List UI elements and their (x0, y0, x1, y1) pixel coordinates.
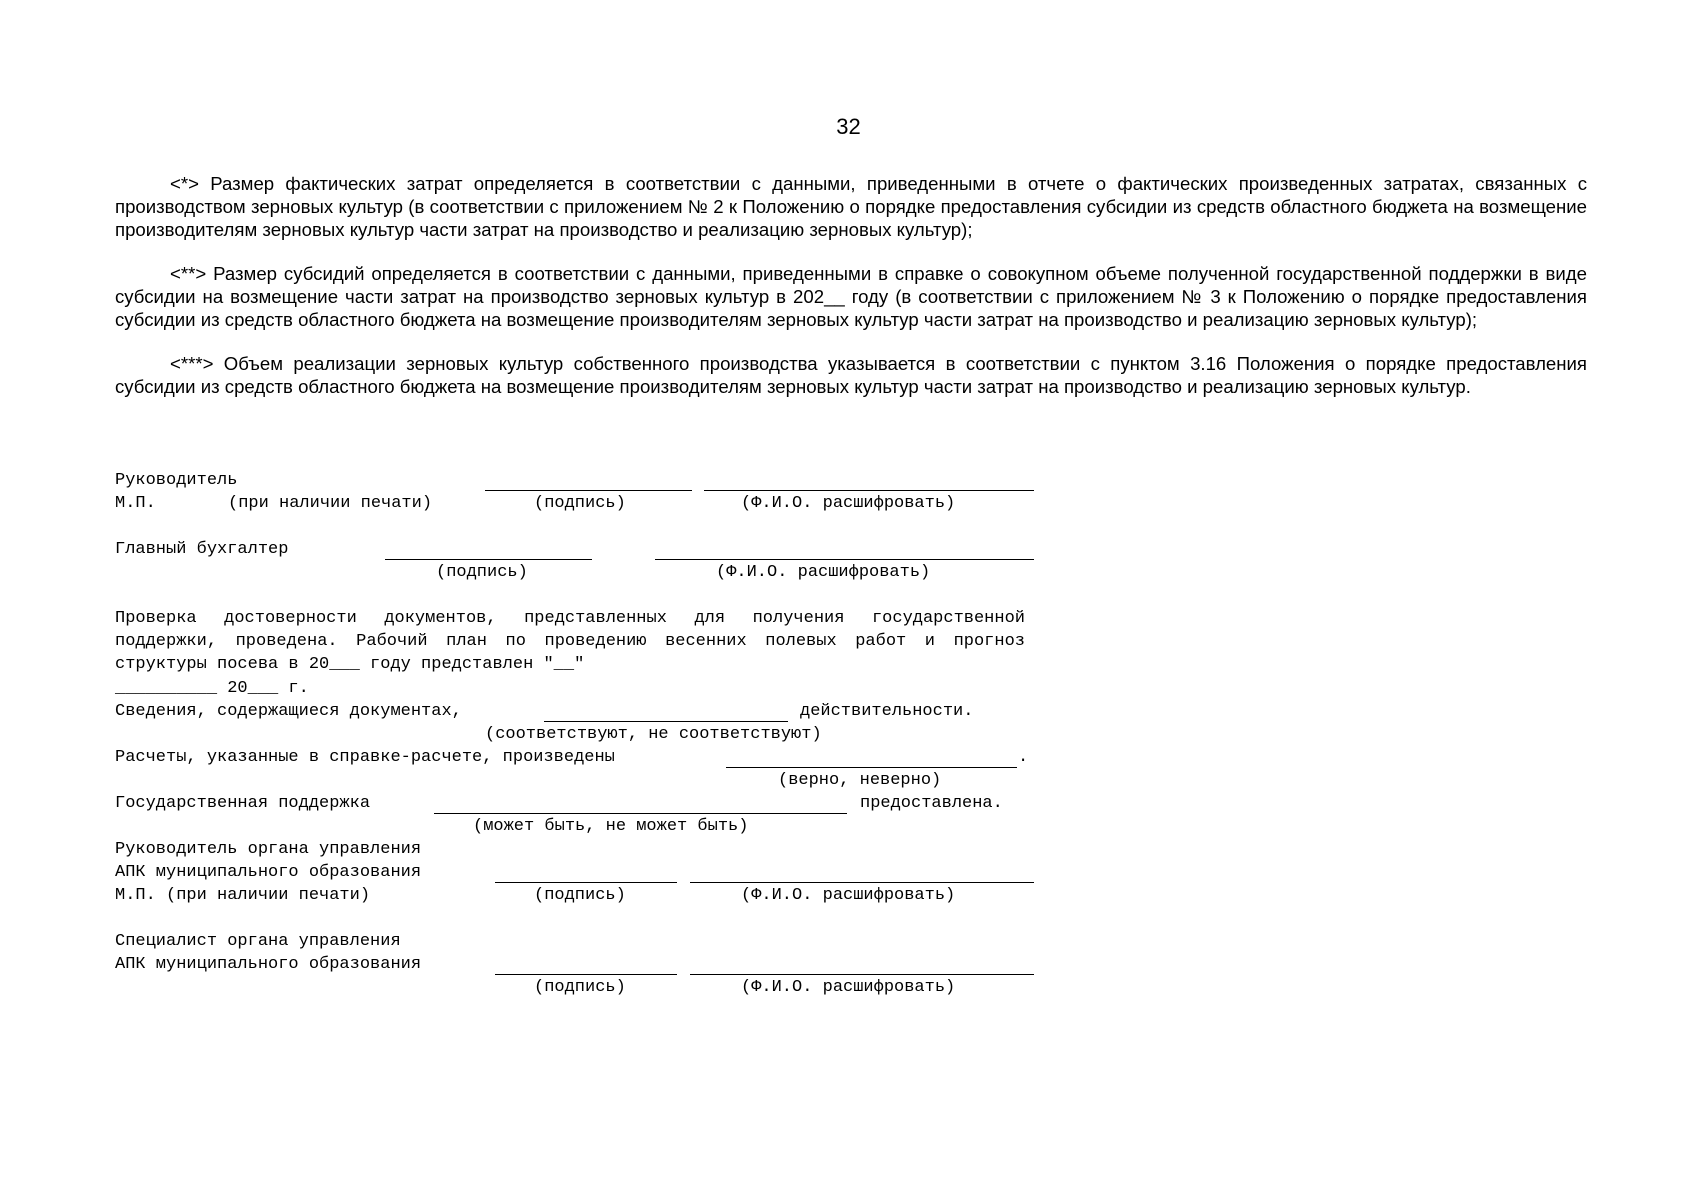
specialist-name-caption: (Ф.И.О. расшифровать) (741, 978, 956, 997)
specialist-name-line (690, 974, 1034, 975)
head-name-caption: (Ф.И.О. расшифровать) (741, 494, 956, 513)
specialist-signature-line (495, 974, 677, 975)
check-date: __________ 20___ г. (115, 679, 309, 698)
calc-end: . (1018, 748, 1029, 767)
accountant-signature-caption: (подпись) (436, 563, 528, 582)
calc-text: Расчеты, указанные в справке-расчете, произведены (115, 748, 615, 767)
specialist-signature-caption: (подпись) (534, 978, 626, 997)
support-text: Государственная поддержка (115, 794, 371, 813)
footnote-3: <***> Объем реализации зерновых культур собственного производства указывается в соответствии с пунктом 3.16 Положения о порядке предоставления субсидии из средств областного бюджета на возмещение производителям зерновых культур части затрат на производство и реализацию зерновых культур. (115, 353, 1587, 397)
head-title: Руководитель (115, 471, 238, 490)
mgmt-head-title-1: Руководитель органа управления (115, 840, 422, 859)
specialist-title-1: Специалист органа управления (115, 932, 401, 951)
mgmt-head-name-line (690, 882, 1034, 883)
head-seal-caption: (при наличии печати) (228, 494, 433, 513)
specialist-title-2: АПК муниципального образования (115, 955, 422, 974)
head-signature-line (485, 490, 692, 491)
head-name-line (704, 490, 1034, 491)
accountant-title: Главный бухгалтер (115, 540, 289, 559)
mgmt-head-signature-caption: (подпись) (534, 886, 626, 905)
check-text: Проверка достоверности документов, представленных для получения государственной поддержки, проведена. Рабочий план по проведению весенних полевых работ и прогноз структуры посева в 20___ году представлен "__" (115, 609, 1025, 674)
footnotes (115, 172, 1587, 419)
calc-line (726, 767, 1017, 768)
calc-hint: (верно, неверно) (778, 771, 942, 790)
info-text-after: действительности. (800, 702, 974, 721)
support-line (434, 813, 847, 814)
head-mp: М.П. (115, 494, 156, 513)
mgmt-head-title-2: АПК муниципального образования (115, 863, 422, 882)
footnote-1: <*> Размер фактических затрат определяется в соответствии с данными, приведенными в отчете о фактических произведенных затратах, связанных с производством зерновых культур (в соответствии с приложением № 2 к Положению о порядке предоставления субсидии из средств областного бюджета на возмещение производителям зерновых культур части затрат на производство и реализацию зерновых культур); (115, 173, 1587, 240)
page-number: 32 (836, 114, 861, 139)
mgmt-head-name-caption: (Ф.И.О. расшифровать) (741, 886, 956, 905)
accountant-name-caption: (Ф.И.О. расшифровать) (716, 563, 931, 582)
accountant-signature-line (385, 559, 592, 560)
info-line (544, 721, 788, 722)
mgmt-head-signature-line (495, 882, 677, 883)
support-text-after: предоставлена. (860, 794, 1003, 813)
accountant-name-line (655, 559, 1034, 560)
support-hint: (может быть, не может быть) (473, 817, 749, 836)
info-text: Сведения, содержащиеся документах, (115, 702, 462, 721)
info-hint: (соответствуют, не соответствуют) (485, 725, 822, 744)
footnote-2: <**> Размер субсидий определяется в соответствии с данными, приведенными в справке о совокупном объеме полученной государственной поддержки в виде субсидии на возмещение части затрат на производство зерновых культур в 202__ году (в соответствии с приложением № 3 к Положению о порядке предоставления субсидии из средств областного бюджета на возмещение производителям зерновых культур части затрат на производство и реализацию зерновых культур); (115, 263, 1587, 330)
mgmt-head-seal: М.П. (при наличии печати) (115, 886, 371, 905)
head-signature-caption: (подпись) (534, 494, 626, 513)
